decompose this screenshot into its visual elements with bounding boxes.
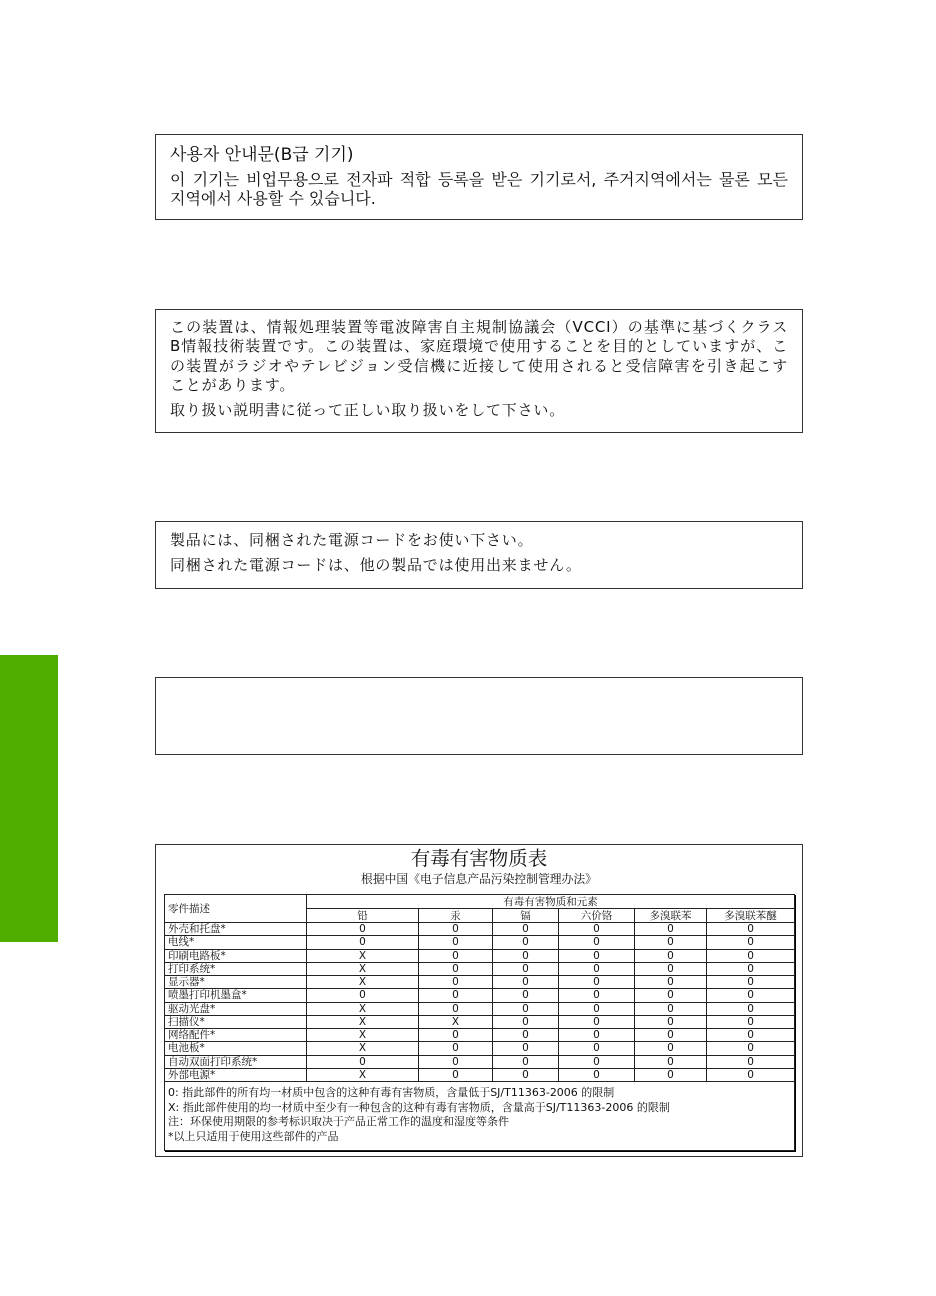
hexavalent-chromium-value-cell: 0 — [559, 1029, 635, 1042]
lead-value-cell: X — [307, 962, 419, 975]
cadmium-value-cell: 0 — [493, 962, 559, 975]
mercury-value-cell: 0 — [419, 1029, 493, 1042]
pbb-value-cell: 0 — [635, 1068, 707, 1081]
part-name-cell: 印刷电路板* — [165, 949, 307, 962]
pbb-value-cell: 0 — [635, 1002, 707, 1015]
vcci-statement — [170, 318, 788, 395]
pbb-value-cell: 0 — [635, 1029, 707, 1042]
cadmium-value-cell: 0 — [493, 1042, 559, 1055]
table-row — [165, 1015, 795, 1028]
cadmium-value-cell: 0 — [493, 976, 559, 989]
hexavalent-chromium-value-cell: 0 — [559, 949, 635, 962]
mercury-value-cell: 0 — [419, 962, 493, 975]
cadmium-value-cell: 0 — [493, 1002, 559, 1015]
pbde-value-cell: 0 — [707, 1002, 795, 1015]
pbde-value-cell: 0 — [707, 976, 795, 989]
korean-notice-line: 지역에서 사용할 수 있습니다. — [170, 189, 376, 208]
lead-value-cell: X — [307, 1068, 419, 1081]
lead-value-cell: 0 — [307, 989, 419, 1002]
hexavalent-chromium-value-cell: 0 — [559, 976, 635, 989]
lead-value-cell: X — [307, 949, 419, 962]
table-row — [165, 1068, 795, 1081]
toxic-substances-table — [164, 894, 795, 1151]
part-name-cell: 显示器* — [165, 976, 307, 989]
hexavalent-chromium-header: 六价铬 — [559, 909, 635, 923]
mercury-value-cell: X — [419, 1015, 493, 1028]
pbb-value-cell: 0 — [635, 1015, 707, 1028]
pbb-value-cell: 0 — [635, 936, 707, 949]
table-notes-row — [165, 1082, 795, 1151]
hexavalent-chromium-value-cell: 0 — [559, 1068, 635, 1081]
hexavalent-chromium-value-cell: 0 — [559, 1042, 635, 1055]
vcci-line: この装置は、情報処理装置等電波障害自主規制協議会（VCCI）の基準に基づくクラス — [170, 318, 788, 336]
part-name-cell: 电线* — [165, 936, 307, 949]
pbde-value-cell: 0 — [707, 936, 795, 949]
part-description-header: 零件描述 — [165, 895, 307, 923]
vcci-line: の装置がラジオやテレビジョン受信機に近接して使用されると受信障害を引き起こす — [170, 356, 788, 375]
substances-group-header: 有毒有害物质和元素 — [307, 895, 795, 909]
korean-class-b-notice — [155, 134, 803, 220]
pbb-header: 多溴联苯 — [635, 909, 707, 923]
mercury-value-cell: 0 — [419, 1002, 493, 1015]
china-toxic-substances-notice — [155, 844, 803, 1157]
mercury-value-cell: 0 — [419, 936, 493, 949]
korean-notice-line: 이 기기는 비업무용으로 전자파 적합 등록을 받은 기기로서, 주거지역에서는 물론 모든 — [170, 170, 788, 189]
cadmium-value-cell: 0 — [493, 936, 559, 949]
vcci-manual-instruction: 取り扱い説明書に従って正しい取り扱いをして下さい。 — [170, 401, 566, 420]
part-name-cell: 外壳和托盘* — [165, 923, 307, 936]
pbb-value-cell: 0 — [635, 923, 707, 936]
part-name-cell: 电池板* — [165, 1042, 307, 1055]
table-row — [165, 989, 795, 1002]
pbde-value-cell: 0 — [707, 949, 795, 962]
mercury-value-cell: 0 — [419, 923, 493, 936]
hexavalent-chromium-value-cell: 0 — [559, 936, 635, 949]
pbde-value-cell: 0 — [707, 1015, 795, 1028]
table-row — [165, 976, 795, 989]
japan-vcci-notice — [155, 309, 803, 433]
lead-value-cell: 0 — [307, 936, 419, 949]
pbb-value-cell: 0 — [635, 989, 707, 1002]
pbde-value-cell: 0 — [707, 1029, 795, 1042]
hexavalent-chromium-value-cell: 0 — [559, 1055, 635, 1068]
mercury-value-cell: 0 — [419, 976, 493, 989]
power-cord-line: 製品には、同梱された電源コードをお使い下さい。 — [170, 531, 534, 549]
toxic-table-subtitle: 根据中国《电子信息产品污染控制管理办法》 — [361, 872, 597, 886]
mercury-value-cell: 0 — [419, 1068, 493, 1081]
lead-header: 铅 — [307, 909, 419, 923]
blank-notice-box — [155, 677, 803, 755]
table-notes — [165, 1082, 795, 1151]
vcci-line: ことがあります。 — [170, 375, 296, 394]
table-row — [165, 962, 795, 975]
table-row — [165, 1055, 795, 1068]
mercury-value-cell: 0 — [419, 1055, 493, 1068]
note-line: *以上只适用于使用这些部件的产品 — [168, 1129, 339, 1143]
pbde-header: 多溴联苯醚 — [707, 909, 795, 923]
pbb-value-cell: 0 — [635, 1055, 707, 1068]
cadmium-value-cell: 0 — [493, 989, 559, 1002]
lead-value-cell: 0 — [307, 1055, 419, 1068]
table-row — [165, 936, 795, 949]
pbde-value-cell: 0 — [707, 989, 795, 1002]
mercury-value-cell: 0 — [419, 1042, 493, 1055]
lead-value-cell: 0 — [307, 923, 419, 936]
pbde-value-cell: 0 — [707, 1042, 795, 1055]
part-name-cell: 外部电源* — [165, 1068, 307, 1081]
lead-value-cell: X — [307, 976, 419, 989]
power-cord-line: 同梱された電源コードは、他の製品では使用出来ません。 — [170, 556, 582, 574]
cadmium-header: 镉 — [493, 909, 559, 923]
pbb-value-cell: 0 — [635, 976, 707, 989]
mercury-value-cell: 0 — [419, 949, 493, 962]
cadmium-value-cell: 0 — [493, 1068, 559, 1081]
cadmium-value-cell: 0 — [493, 1029, 559, 1042]
hexavalent-chromium-value-cell: 0 — [559, 923, 635, 936]
lead-value-cell: X — [307, 1029, 419, 1042]
section-side-tab — [0, 655, 58, 942]
part-name-cell: 自动双面打印系统* — [165, 1055, 307, 1068]
japan-power-cord-notice — [155, 521, 803, 589]
part-name-cell: 打印系统* — [165, 962, 307, 975]
toxic-table-title: 有毒有害物质表 — [410, 847, 548, 870]
pbde-value-cell: 0 — [707, 962, 795, 975]
vcci-line: B情報技術装置です。この装置は、家庭環境で使用することを目的としていますが、こ — [170, 337, 788, 356]
note-line: 注：环保使用期限的参考标识取决于产品正常工作的温度和湿度等条件 — [168, 1115, 509, 1128]
mercury-header: 汞 — [419, 909, 493, 923]
korean-notice-title: 사용자 안내문(B급 기기) — [170, 145, 354, 165]
table-header-row — [165, 895, 795, 909]
cadmium-value-cell: 0 — [493, 949, 559, 962]
hexavalent-chromium-value-cell: 0 — [559, 1015, 635, 1028]
lead-value-cell: X — [307, 1042, 419, 1055]
note-line: 0: 指此部件的所有均一材质中包含的这种有毒有害物质，含量低于SJ/T11363-2006 的限制 — [168, 1086, 615, 1099]
lead-value-cell: X — [307, 1015, 419, 1028]
cadmium-value-cell: 0 — [493, 1015, 559, 1028]
korean-notice-body — [170, 170, 788, 208]
hexavalent-chromium-value-cell: 0 — [559, 962, 635, 975]
part-name-cell: 扫描仪* — [165, 1015, 307, 1028]
cadmium-value-cell: 0 — [493, 1055, 559, 1068]
hexavalent-chromium-value-cell: 0 — [559, 1002, 635, 1015]
note-line: X: 指此部件使用的均一材质中至少有一种包含的这种有毒有害物质，含量高于SJ/T11363-2006 的限制 — [168, 1100, 670, 1114]
table-row — [165, 923, 795, 936]
table-row — [165, 949, 795, 962]
pbb-value-cell: 0 — [635, 962, 707, 975]
part-name-cell: 喷墨打印机墨盒* — [165, 989, 307, 1002]
pbde-value-cell: 0 — [707, 1068, 795, 1081]
table-row — [165, 1029, 795, 1042]
part-name-cell: 驱动光盘* — [165, 1002, 307, 1015]
pbde-value-cell: 0 — [707, 1055, 795, 1068]
part-name-cell: 网络配件* — [165, 1029, 307, 1042]
lead-value-cell: X — [307, 1002, 419, 1015]
pbde-value-cell: 0 — [707, 923, 795, 936]
table-row — [165, 1042, 795, 1055]
cadmium-value-cell: 0 — [493, 923, 559, 936]
hexavalent-chromium-value-cell: 0 — [559, 989, 635, 1002]
mercury-value-cell: 0 — [419, 989, 493, 1002]
pbb-value-cell: 0 — [635, 1042, 707, 1055]
table-row — [165, 1002, 795, 1015]
pbb-value-cell: 0 — [635, 949, 707, 962]
